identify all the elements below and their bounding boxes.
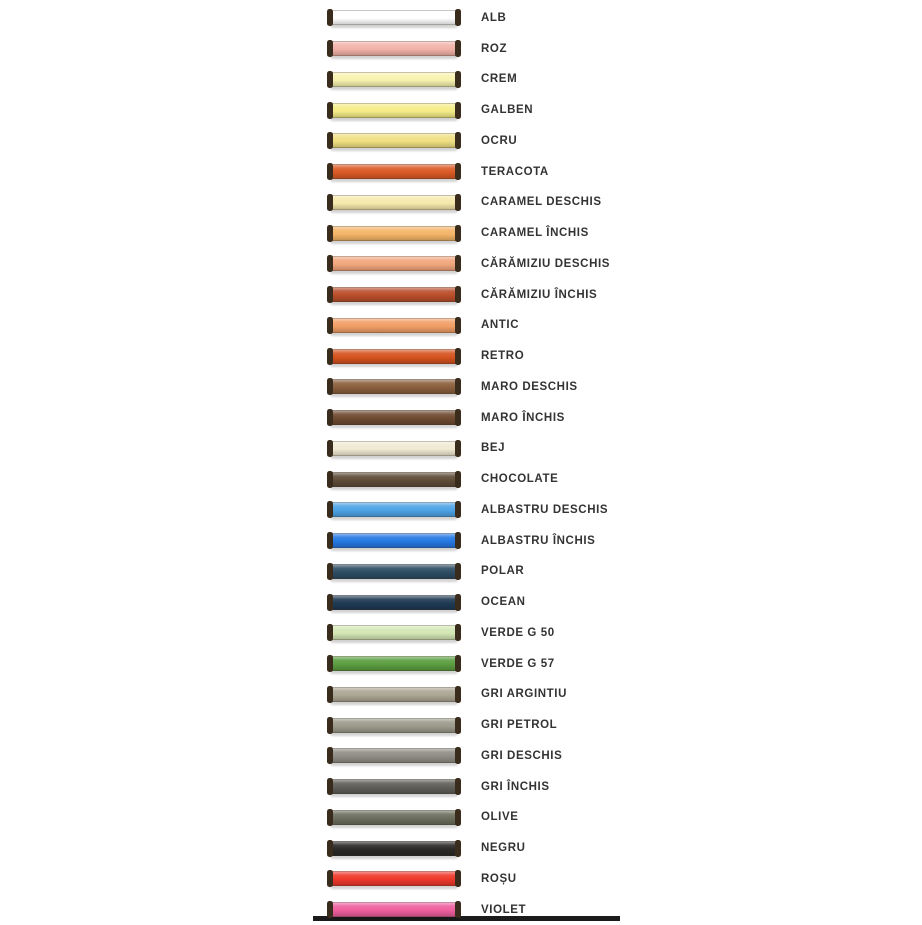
color-name-label: ANTIC bbox=[481, 319, 519, 331]
color-swatch-fill bbox=[330, 256, 458, 271]
color-row bbox=[327, 618, 887, 649]
color-swatch-bar bbox=[327, 9, 461, 26]
color-name-label: CĂRĂMIZIU ÎNCHIS bbox=[481, 289, 597, 301]
color-name-label: CREM bbox=[481, 73, 517, 85]
color-name-label: ALBASTRU DESCHIS bbox=[481, 504, 608, 516]
color-swatch-bar bbox=[327, 409, 461, 426]
color-name-label: GRI ARGINTIU bbox=[481, 688, 567, 700]
color-row bbox=[327, 556, 887, 587]
color-row bbox=[327, 495, 887, 526]
color-row bbox=[327, 279, 887, 310]
color-swatch-bar bbox=[327, 286, 461, 303]
color-name-label: CHOCOLATE bbox=[481, 473, 558, 485]
color-swatch-bar bbox=[327, 594, 461, 611]
color-swatch-bar bbox=[327, 255, 461, 272]
color-swatch-fill bbox=[330, 103, 458, 118]
color-row bbox=[327, 64, 887, 95]
color-swatch-fill bbox=[330, 441, 458, 456]
color-row bbox=[327, 864, 887, 895]
color-name-label: RETRO bbox=[481, 350, 524, 362]
color-row bbox=[327, 218, 887, 249]
color-row bbox=[327, 433, 887, 464]
color-swatch-fill bbox=[330, 595, 458, 610]
color-swatch-fill bbox=[330, 164, 458, 179]
color-row bbox=[327, 249, 887, 280]
color-name-label: VERDE G 50 bbox=[481, 627, 555, 639]
color-row bbox=[327, 525, 887, 556]
color-row bbox=[327, 310, 887, 341]
color-name-label: POLAR bbox=[481, 565, 524, 577]
color-name-label: GRI DESCHIS bbox=[481, 750, 562, 762]
color-swatch-fill bbox=[330, 902, 458, 917]
color-swatch-fill bbox=[330, 687, 458, 702]
color-swatch-fill bbox=[330, 810, 458, 825]
color-swatch-bar bbox=[327, 225, 461, 242]
color-name-label: VERDE G 57 bbox=[481, 658, 555, 670]
color-swatch-fill bbox=[330, 41, 458, 56]
color-swatch-fill bbox=[330, 748, 458, 763]
color-swatch-bar bbox=[327, 655, 461, 672]
color-swatch-fill bbox=[330, 287, 458, 302]
color-row bbox=[327, 402, 887, 433]
color-name-label: GRI ÎNCHIS bbox=[481, 781, 550, 793]
color-swatch-fill bbox=[330, 318, 458, 333]
color-swatch-fill bbox=[330, 10, 458, 25]
color-row bbox=[327, 648, 887, 679]
color-swatch-fill bbox=[330, 226, 458, 241]
color-row bbox=[327, 95, 887, 126]
color-swatch-fill bbox=[330, 656, 458, 671]
color-swatch-bar bbox=[327, 901, 461, 918]
color-swatch-bar bbox=[327, 71, 461, 88]
color-name-label: BEJ bbox=[481, 442, 505, 454]
color-name-label: NEGRU bbox=[481, 842, 526, 854]
color-swatch-fill bbox=[330, 564, 458, 579]
color-name-label: ROȘU bbox=[481, 873, 517, 885]
color-row bbox=[327, 33, 887, 64]
color-name-label: CARAMEL DESCHIS bbox=[481, 196, 602, 208]
color-palette-list bbox=[327, 3, 887, 925]
color-swatch-bar bbox=[327, 471, 461, 488]
color-row bbox=[327, 464, 887, 495]
color-row bbox=[327, 3, 887, 34]
color-name-label: OLIVE bbox=[481, 811, 519, 823]
color-swatch-bar bbox=[327, 317, 461, 334]
color-row bbox=[327, 156, 887, 187]
color-row bbox=[327, 741, 887, 772]
color-swatch-fill bbox=[330, 133, 458, 148]
color-row bbox=[327, 126, 887, 157]
color-swatch-fill bbox=[330, 195, 458, 210]
color-swatch-bar bbox=[327, 778, 461, 795]
color-swatch-fill bbox=[330, 410, 458, 425]
color-swatch-fill bbox=[330, 871, 458, 886]
color-name-label: MARO ÎNCHIS bbox=[481, 412, 565, 424]
color-swatch-bar bbox=[327, 686, 461, 703]
color-swatch-fill bbox=[330, 533, 458, 548]
color-row bbox=[327, 771, 887, 802]
color-swatch-fill bbox=[330, 379, 458, 394]
color-row bbox=[327, 802, 887, 833]
color-name-label: CARAMEL ÎNCHIS bbox=[481, 227, 589, 239]
color-name-label: TERACOTA bbox=[481, 166, 549, 178]
color-name-label: ROZ bbox=[481, 43, 507, 55]
color-swatch-fill bbox=[330, 841, 458, 856]
color-swatch-bar bbox=[327, 624, 461, 641]
color-name-label: OCEAN bbox=[481, 596, 526, 608]
color-swatch-fill bbox=[330, 718, 458, 733]
color-swatch-fill bbox=[330, 349, 458, 364]
color-row bbox=[327, 833, 887, 864]
color-swatch-fill bbox=[330, 472, 458, 487]
color-name-label: ALBASTRU ÎNCHIS bbox=[481, 535, 595, 547]
color-name-label: MARO DESCHIS bbox=[481, 381, 578, 393]
color-swatch-bar bbox=[327, 717, 461, 734]
color-name-label: ALB bbox=[481, 12, 506, 24]
color-swatch-bar bbox=[327, 40, 461, 57]
color-swatch-fill bbox=[330, 502, 458, 517]
color-row bbox=[327, 710, 887, 741]
color-swatch-bar bbox=[327, 501, 461, 518]
color-swatch-bar bbox=[327, 809, 461, 826]
color-swatch-fill bbox=[330, 72, 458, 87]
color-swatch-bar bbox=[327, 348, 461, 365]
color-swatch-bar bbox=[327, 532, 461, 549]
color-swatch-bar bbox=[327, 163, 461, 180]
color-swatch-bar bbox=[327, 870, 461, 887]
color-name-label: VIOLET bbox=[481, 904, 526, 916]
color-row bbox=[327, 587, 887, 618]
color-swatch-bar bbox=[327, 132, 461, 149]
color-name-label: CĂRĂMIZIU DESCHIS bbox=[481, 258, 610, 270]
color-swatch-bar bbox=[327, 840, 461, 857]
color-row bbox=[327, 679, 887, 710]
color-swatch-bar bbox=[327, 194, 461, 211]
color-name-label: GRI PETROL bbox=[481, 719, 557, 731]
color-swatch-bar bbox=[327, 378, 461, 395]
color-swatch-fill bbox=[330, 779, 458, 794]
color-row bbox=[327, 341, 887, 372]
color-swatch-fill bbox=[330, 625, 458, 640]
color-swatch-bar bbox=[327, 747, 461, 764]
color-name-label: OCRU bbox=[481, 135, 517, 147]
color-row bbox=[327, 187, 887, 218]
color-swatch-bar bbox=[327, 102, 461, 119]
color-name-label: GALBEN bbox=[481, 104, 533, 116]
color-row bbox=[327, 372, 887, 403]
color-swatch-bar bbox=[327, 440, 461, 457]
color-swatch-bar bbox=[327, 563, 461, 580]
